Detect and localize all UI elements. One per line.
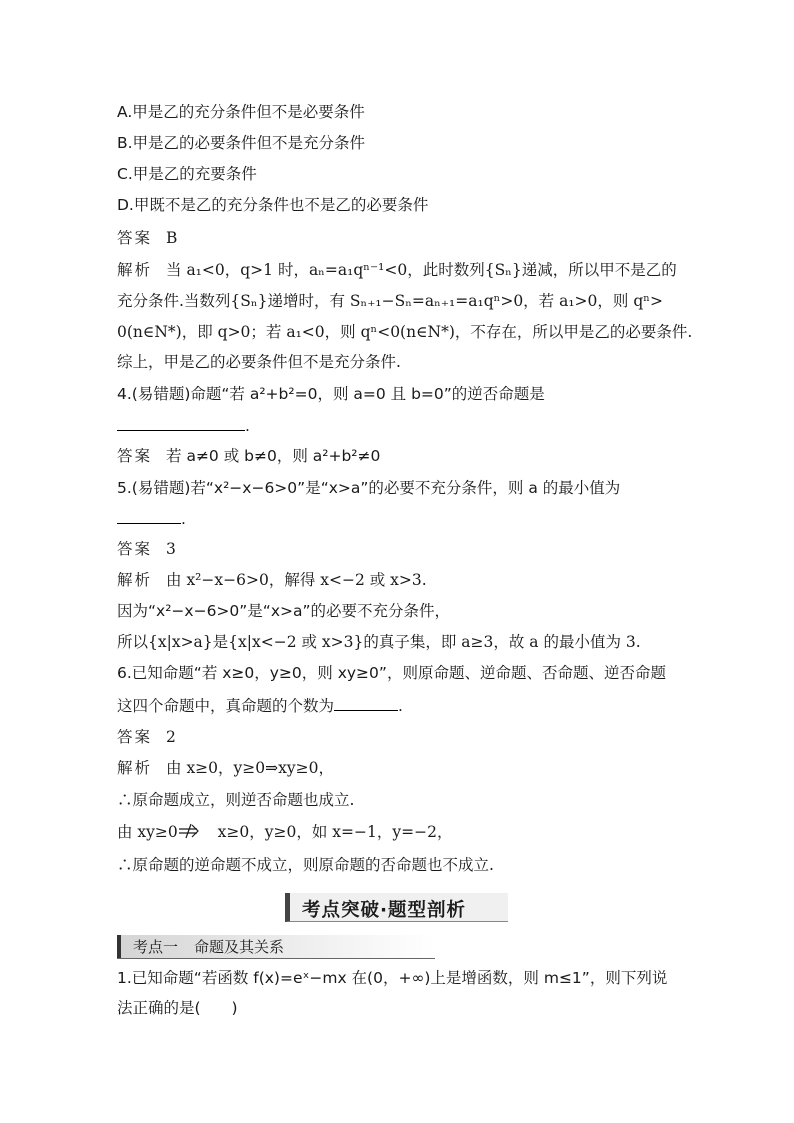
q3-analysis-line-1 [117,260,677,280]
q3-answer-value: B [166,229,178,247]
topic-heading-accent [117,935,121,958]
q5-answer-row [117,539,176,559]
q6-analysis-line-4: ∴原命题的逆命题不成立，则原命题的否命题也不成立. [117,856,494,874]
analysis-label: 解析 [117,261,153,279]
q4-answer-blank [117,414,245,431]
q6-analysis-text-1: 由 x≥0，y≥0⇒xy≥0， [166,759,334,777]
answer-label: 答案 [117,728,153,746]
q6-stem-text-2: 这四个命题中，真命题的个数为 [117,697,335,715]
q5-answer-value: 3 [166,540,176,558]
q5-analysis-line-3: 所以{x|x>a}是{x|x<−2 或 x>3}的真子集，即 a≥3，故 a 的最小值为 3. [117,633,641,651]
option-c: C.甲是乙的充要条件 [117,165,257,183]
q5-blank-row [117,507,186,529]
q6-stem-line-1: 6.已知命题“若 x≥0，y≥0，则 xy≥0”，则原命题、逆命题、否命题、逆否命题 [117,664,666,682]
q6-analysis-line-2: ∴原命题成立，则逆否命题也成立. [117,791,355,809]
q5-analysis-line-2: 因为“x²−x−6>0”是“x>a”的必要不充分条件， [117,602,451,620]
answer-label: 答案 [117,447,153,465]
q6-answer-row [117,727,176,747]
q4-blank-row [117,414,250,436]
q3-answer-row [117,228,177,248]
topic-heading-rule [117,958,435,959]
topic-heading [133,936,284,957]
q4-tail: . [245,417,250,435]
q6-analysis-text-3a: 由 xy≥0 [117,823,178,841]
q5-analysis-line-1 [117,570,427,590]
q4-answer-value: 若 a≠0 或 b≠0，则 a²+b²≠0 [166,447,381,465]
q6-answer-blank [334,694,398,711]
analysis-label: 解析 [117,759,153,777]
q5-tail: . [181,510,186,528]
q4-answer-row [117,446,380,466]
option-b: B.甲是乙的必要条件但不是充分条件 [117,134,366,152]
q1-stem-line-2: 法正确的是( ) [117,999,238,1017]
q1-stem-line-1: 1.已知命题“若函数 f(x)=eˣ−mx 在(0，+∞)上是增函数，则 m≤1”，则下列说 [117,969,668,987]
topic-number: 考点一 [133,938,179,956]
answer-label: 答案 [117,540,153,558]
q5-stem: 5.(易错题)若“x²−x−6>0”是“x>a”的必要不充分条件，则 a 的最小值为 [117,479,621,497]
analysis-label: 解析 [117,571,153,589]
q4-stem: 4.(易错题)命题“若 a²+b²=0，则 a=0 且 b=0”的逆否命题是 [117,385,545,403]
q6-stem-line-2 [117,694,403,716]
q3-analysis-line-4: 综上，甲是乙的必要条件但不是充分条件. [117,353,401,371]
q3-analysis-line-2: 充分条件.当数列{Sₙ}递增时，有 Sₙ₊₁−Sₙ=aₙ₊₁=a₁qⁿ>0，若 a₁>0，则 qⁿ> [117,292,663,310]
q6-answer-value: 2 [166,728,176,746]
not-implies-arrow-icon [178,822,200,840]
topic-title: 命题及其关系 [194,938,285,956]
option-a: A.甲是乙的充分条件但不是必要条件 [117,103,365,121]
answer-label: 答案 [117,229,153,247]
q5-analysis-text-1: 由 x²−x−6>0，解得 x<−2 或 x>3. [166,571,427,589]
q6-analysis-text-3b: x≥0，y≥0，如 x=−1，y=−2， [217,823,453,841]
q3-analysis-text-1: 当 a₁<0，q>1 时，aₙ=a₁qⁿ⁻¹<0，此时数列{Sₙ}递减，所以甲不是乙的 [166,261,677,279]
q6-analysis-line-3 [117,822,452,842]
section-banner-title: 考点突破·题型剖析 [302,900,467,921]
q6-analysis-line-1 [117,758,334,778]
option-d: D.甲既不是乙的充分条件也不是乙的必要条件 [117,196,429,214]
q6-tail: . [398,697,403,715]
q3-analysis-line-3: 0(n∈N*)，即 q>0；若 a₁<0，则 qⁿ<0(n∈N*)，不存在，所以甲是乙的必要条件. [117,323,693,341]
q5-answer-blank [117,507,181,524]
